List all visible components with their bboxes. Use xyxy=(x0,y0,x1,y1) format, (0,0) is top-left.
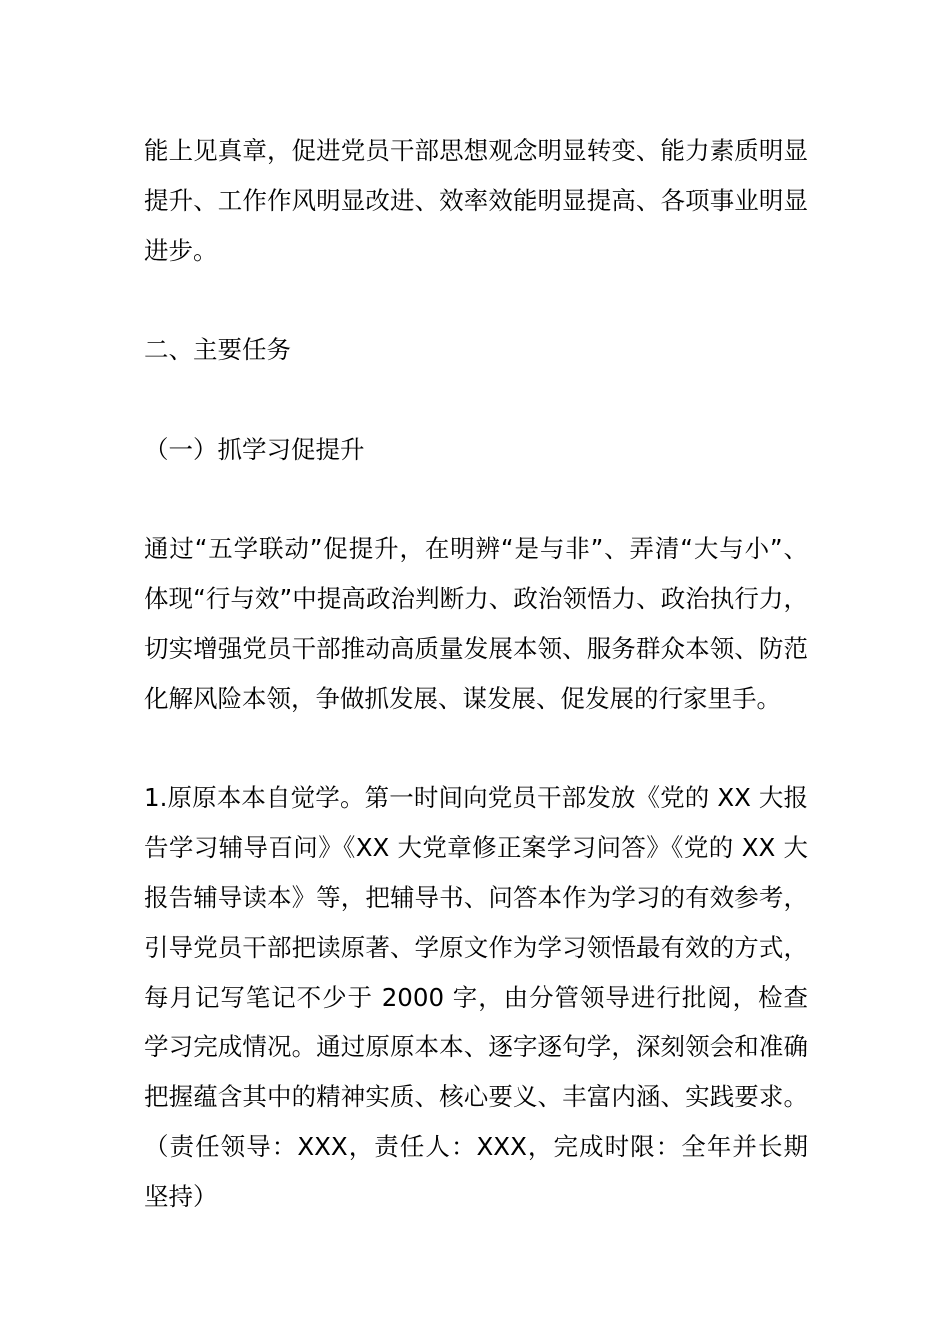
document-body xyxy=(144,126,808,1222)
paragraph-gap xyxy=(144,475,808,525)
paragraph-intro-continuation: 能上见真章，促进党员干部思想观念明显转变、能力素质明显提升、工作作风明显改进、效率效能明显提高、各项事业明显进步。 xyxy=(144,136,808,265)
paragraph-item-1-self-study: 1.原原本本自觉学。第一时间向党员干部发放《党的 XX 大报告学习辅导百问》《XX 大党章修正案学习问答》《党的 XX 大报告辅导读本》等，把辅导书、问答本作为学习的有效参考，引导党员干部把读原著、学原文作为学习领悟最有效的方式，每月记写笔记不少于 2000 字，由分管领导进行批阅，检查学习完成情况。通过原原本本、逐字逐句学，深刻领会和准确把握蕴含其中的精神实质、核心要义、丰富内涵、实践要求。（责任领导：XXX，责任人：XXX，完成时限：全年并长期坚持） xyxy=(144,783,808,1211)
paragraph-gap xyxy=(144,375,808,425)
paragraph-five-study-linkage: 通过“五学联动”促提升，在明辨“是与非”、弄清“大与小”、体现“行与效”中提高政治判断力、政治领悟力、政治执行力，切实增强党员干部推动高质量发展本领、服务群众本领、防范化解风险本领，争做抓发展、谋发展、促发展的行家里手。 xyxy=(144,534,808,713)
paragraph-gap xyxy=(144,724,808,774)
subsection-heading-study: （一）抓学习促提升 xyxy=(144,434,365,464)
paragraph-gap xyxy=(144,275,808,325)
section-heading-main-tasks: 二、主要任务 xyxy=(144,335,291,365)
